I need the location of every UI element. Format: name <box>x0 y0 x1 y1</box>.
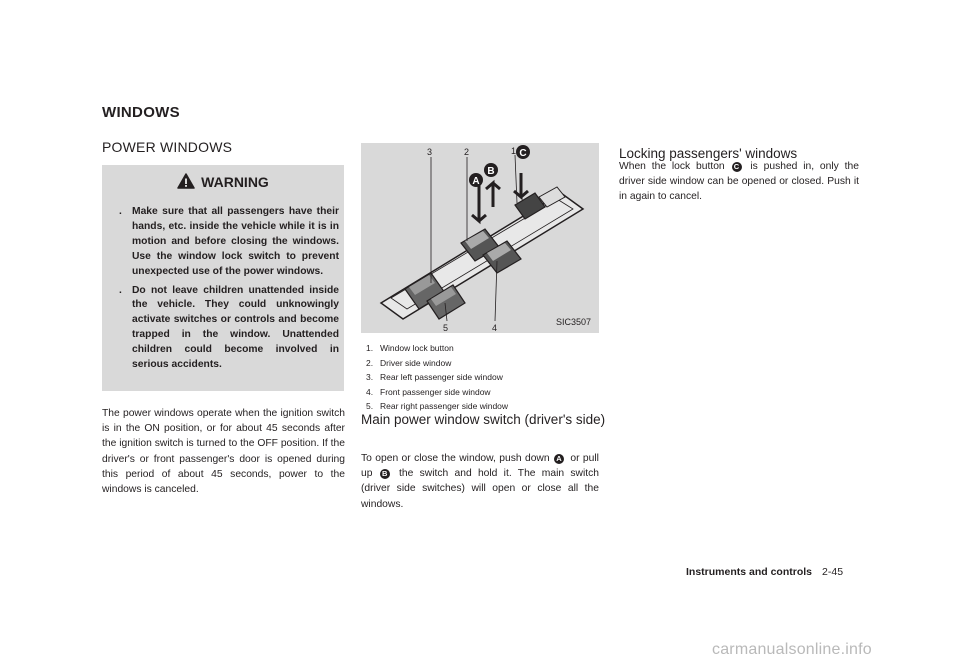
legend-label: Window lock button <box>380 343 454 353</box>
label-c: C <box>519 148 527 159</box>
label-a: A <box>472 176 480 187</box>
page-number: 2-45 <box>822 566 844 578</box>
legend-label: Driver side window <box>380 357 452 368</box>
figure-legend <box>366 341 508 414</box>
callout-2: 2 <box>464 147 470 157</box>
subsection-title: POWER WINDOWS <box>102 139 233 155</box>
locking-title: Locking passengers' windows <box>619 146 798 161</box>
window-switch-figure <box>361 143 599 333</box>
intro-paragraph: The power windows operate when the ignition switch is in the ON position, or for about 45 seconds after the ignition switch is turned to the OFF position. If the driver's or front passenger's door is opened during this period of about 45 seconds, power to the windows is canceled. <box>102 408 345 496</box>
bullet: . <box>119 284 122 296</box>
warning-header <box>102 173 344 190</box>
main-switch-title: Main power window switch (driver's side) <box>361 412 606 427</box>
callout-3: 3 <box>427 147 433 157</box>
locking-paragraph <box>619 159 859 205</box>
warning-item <box>114 284 339 373</box>
legend-item <box>366 370 508 385</box>
marker-a: A <box>554 454 564 464</box>
footer-section: Instruments and controls <box>686 566 813 578</box>
legend-label: Rear left passenger side window <box>380 372 503 383</box>
label-b: B <box>487 166 495 177</box>
warning-title: WARNING <box>201 174 269 190</box>
locking-text-2: is pushed in, only the driver side window can be opened or closed. Push it in again to cancel. <box>619 161 859 203</box>
watermark[interactable]: carmanualsonline.info <box>712 641 872 658</box>
callout-4: 4 <box>492 323 498 333</box>
legend-number: 4. <box>366 386 374 397</box>
main-switch-text-1: To open or close the window, push down <box>361 453 550 464</box>
warning-item-text: Do not leave children unattended inside the vehicle. They could unknowingly activate switches or controls and become trapped in the window. Unattended children could become involved in serious accidents. <box>132 284 339 371</box>
legend-item <box>366 341 508 356</box>
section-title: WINDOWS <box>102 104 180 121</box>
locking-text-1: When the lock button <box>619 161 725 172</box>
callout-1: 1 <box>511 146 517 156</box>
warning-list <box>114 205 339 377</box>
main-switch-paragraph <box>361 451 599 512</box>
legend-label: Front passenger side window <box>380 386 491 397</box>
warning-triangle-icon <box>177 173 195 189</box>
warning-item-text: Make sure that all passengers have their hands, etc. inside the vehicle while it is in motion and before closing the windows. Use the window lock switch to prevent unexpected use of the power windows. <box>132 206 339 277</box>
legend-number: 1. <box>366 343 374 353</box>
arrow-a <box>472 185 486 221</box>
legend-item <box>366 385 508 400</box>
arrow-b <box>486 183 500 207</box>
callout-5: 5 <box>443 323 449 333</box>
window-switch-illustration <box>361 143 599 333</box>
main-switch-text-3: the switch and hold it. The main switch (driver side switches) will open or close all the windows. <box>361 468 599 510</box>
main-switch-text-2: or pull up <box>361 453 599 480</box>
legend-item <box>366 356 508 371</box>
marker-b: B <box>380 469 390 479</box>
warning-item <box>114 205 339 280</box>
legend-number: 2. <box>366 357 374 368</box>
legend-number: 3. <box>366 372 374 383</box>
bullet: . <box>119 206 122 217</box>
figure-code: SIC3507 <box>555 317 591 327</box>
marker-c: C <box>732 162 742 172</box>
legend-label: Rear right passenger side window <box>380 401 509 412</box>
warning-box <box>102 165 344 391</box>
legend-number: 5. <box>366 401 374 412</box>
page-footer <box>686 566 843 578</box>
